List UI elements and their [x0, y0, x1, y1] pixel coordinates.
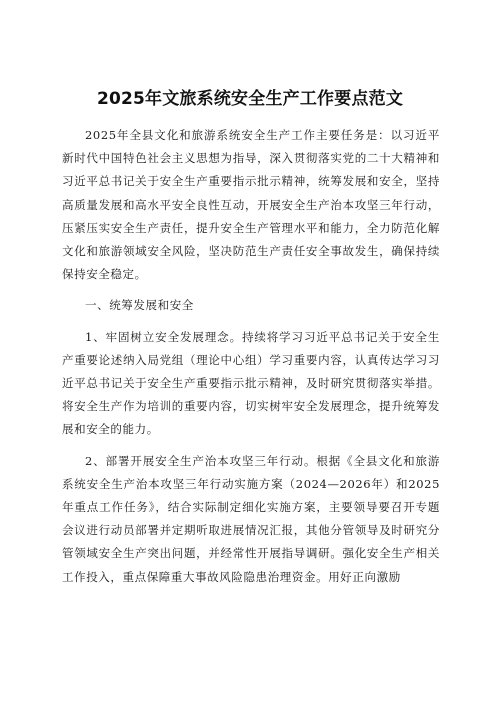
- item-paragraph-2: 2、部署开展安全生产治本攻坚三年行动。根据《全县文化和旅游系统安全生产治本攻坚三年行动实施方案（2024—2026年）和2025年重点工作任务》，结合实际制定细化实施方案，主要领导要召开专题会议进行动员部署并定期听取进展情况汇报，其他分管领导及时研究分管领域安全生产突出问题，并经常性开展指导调研。强化安全生产相关工作投入，重点保障重大事故风险隐患治理资金。用好正向激励: [62, 453, 440, 584]
- intro-paragraph: 2025年全县文化和旅游系统安全生产工作主要任务是：以习近平新时代中国特色社会主义思想为指导，深入贯彻落实党的二十大精神和习近平总书记关于安全生产重要指示批示精神，统筹发展和安全，坚持高质量发展和高水平安全良性互动，开展安全生产治本攻坚三年行动，压紧压实安全生产责任，提升安全生产管理水平和能力，全力防范化解文化和旅游领域安全风险，坚决防范生产责任安全事故发生，确保持续保持安全稳定。: [62, 128, 440, 282]
- item-paragraph-1: 1、牢固树立安全发展理念。持续将学习习近平总书记关于安全生产重要论述纳入局党组（理论中心组）学习重要内容，认真传达学习习近平总书记关于安全生产重要指示批示精神，及时研究贯彻落实举措。将安全生产作为培训的重要内容，切实树牢安全发展理念，提升统筹发展和安全的能力。: [62, 329, 440, 437]
- section-heading-1: 一、统筹发展和安全: [85, 298, 194, 313]
- document-title: 2025年文旅系统安全生产工作要点范文: [96, 89, 404, 109]
- document-body: [62, 124, 440, 597]
